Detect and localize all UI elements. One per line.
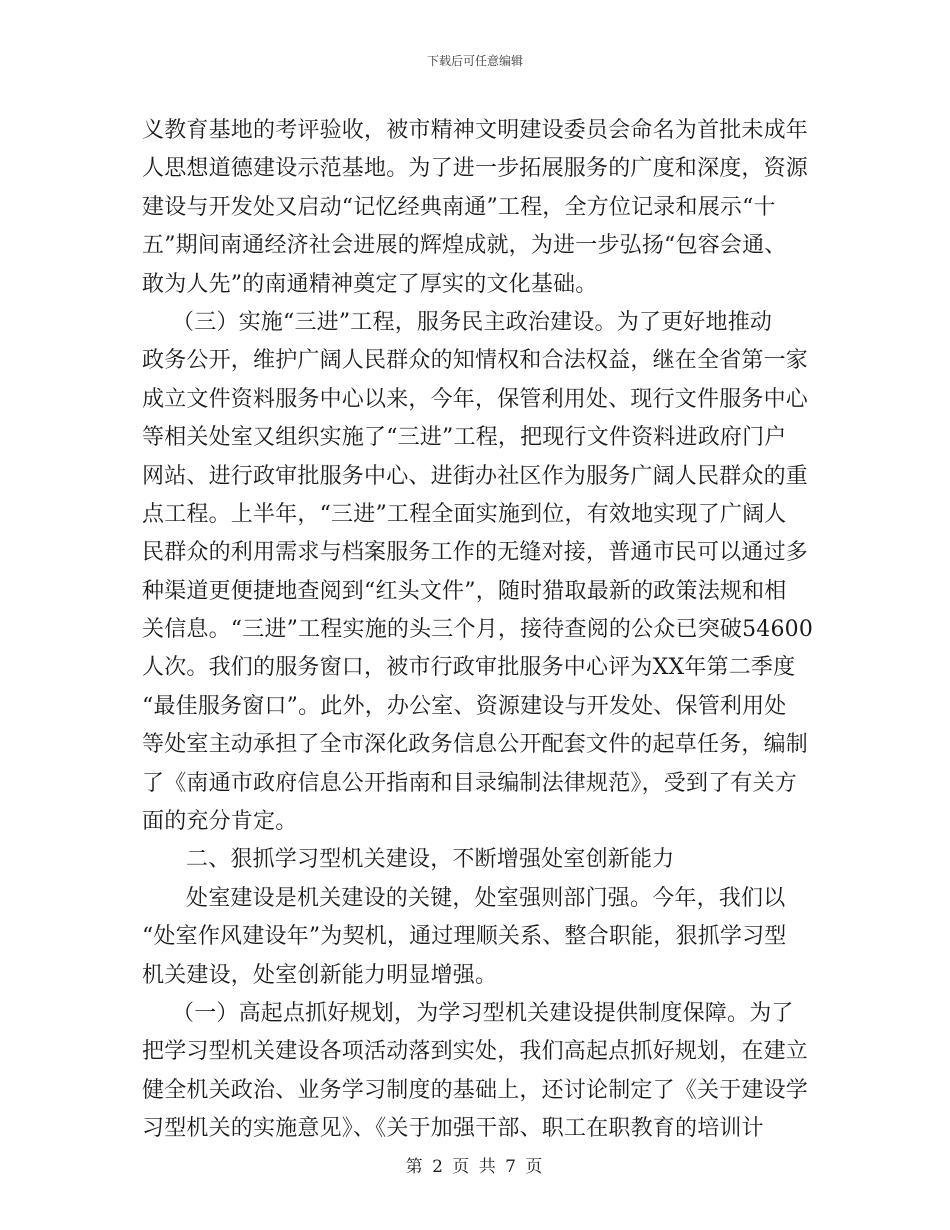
text-line: 等相关处室又组织实施了“三进”工程，把现行文件资料进政府门户 — [142, 425, 787, 451]
page-number: 第 2 页 共 7 页 — [405, 1157, 545, 1177]
text-line: 民群众的利用需求与档案服务工作的无缝对接，普通市民可以通过多 — [142, 540, 809, 566]
text-line: 人思想道德建设示范基地。为了进一步拓展服务的广度和深度，资源 — [142, 156, 809, 182]
text-line: 面的充分肯定。 — [142, 809, 298, 835]
text-line: 关信息。“三进”工程实施的头三个月，接待查阅的公众已突破54600 — [142, 617, 814, 643]
text-line: 健全机关政治、业务学习制度的基础上，还讨论制定了《关于建设学 — [142, 1077, 809, 1103]
text-line: 把学习型机关建设各项活动落到实处，我们高起点抓好规划，在建立 — [142, 1039, 809, 1065]
text-line: 习型机关的实施意见》、《关于加强干部、职工在职教育的培训计 — [142, 1116, 764, 1142]
paragraph-start-line: 处室建设是机关建设的关键，处室强则部门强。今年，我们以 — [186, 885, 786, 911]
text-line: 人次。我们的服务窗口，被市行政审批服务中心评为XX年第二季度 — [142, 655, 796, 681]
text-line: “处室作风建设年”为契机，通过理顺关系、整合职能，狠抓学习型 — [142, 924, 787, 950]
text-line: 种渠道更便捷地查阅到“红头文件”，随时猎取最新的政策法规和相 — [142, 578, 787, 604]
text-line: 等处室主动承担了全市深化政务信息公开配套文件的起草任务，编制 — [142, 732, 809, 758]
header-note: 下载后可任意编辑 — [426, 54, 523, 68]
text-line: 五”期间南通经济社会进展的辉煌成就，为进一步弘扬“包容会通、 — [142, 233, 787, 259]
text-line: 建设与开发处又启动“记忆经典南通”工程，全方位记录和展示“十 — [142, 194, 776, 220]
paragraph-start-line: （三）实施“三进”工程，服务民主政治建设。为了更好地推动 — [172, 309, 773, 335]
text-line: 成立文件资料服务中心以来，今年，保管利用处、现行文件服务中心 — [142, 386, 809, 412]
paragraph-start-line: （一）高起点抓好规划，为学习型机关建设提供制度保障。为了 — [172, 1000, 794, 1026]
section-heading: 二、狠抓学习型机关建设，不断增强处室创新能力 — [186, 847, 675, 873]
text-line: 敢为人先”的南通精神奠定了厚实的文化基础。 — [142, 271, 598, 297]
text-line: “最佳服务窗口”。此外，办公室、资源建设与开发处、保管利用处 — [142, 693, 787, 719]
document-body — [142, 112, 814, 1149]
text-line: 点工程。上半年，“三进”工程全面实施到位，有效地实现了广阔人 — [142, 501, 787, 527]
text-line: 网站、进行政审批服务中心、进街办社区作为服务广阔人民群众的重 — [142, 463, 809, 489]
text-line: 了《南通市政府信息公开指南和目录编制法律规范》，受到了有关方 — [142, 770, 798, 796]
text-line: 政务公开，维护广阔人民群众的知情权和合法权益，继在全省第一家 — [142, 348, 809, 374]
text-line: 机关建设，处室创新能力明显增强。 — [142, 962, 498, 988]
text-line: 义教育基地的考评验收，被市精神文明建设委员会命名为首批未成年 — [142, 118, 809, 143]
